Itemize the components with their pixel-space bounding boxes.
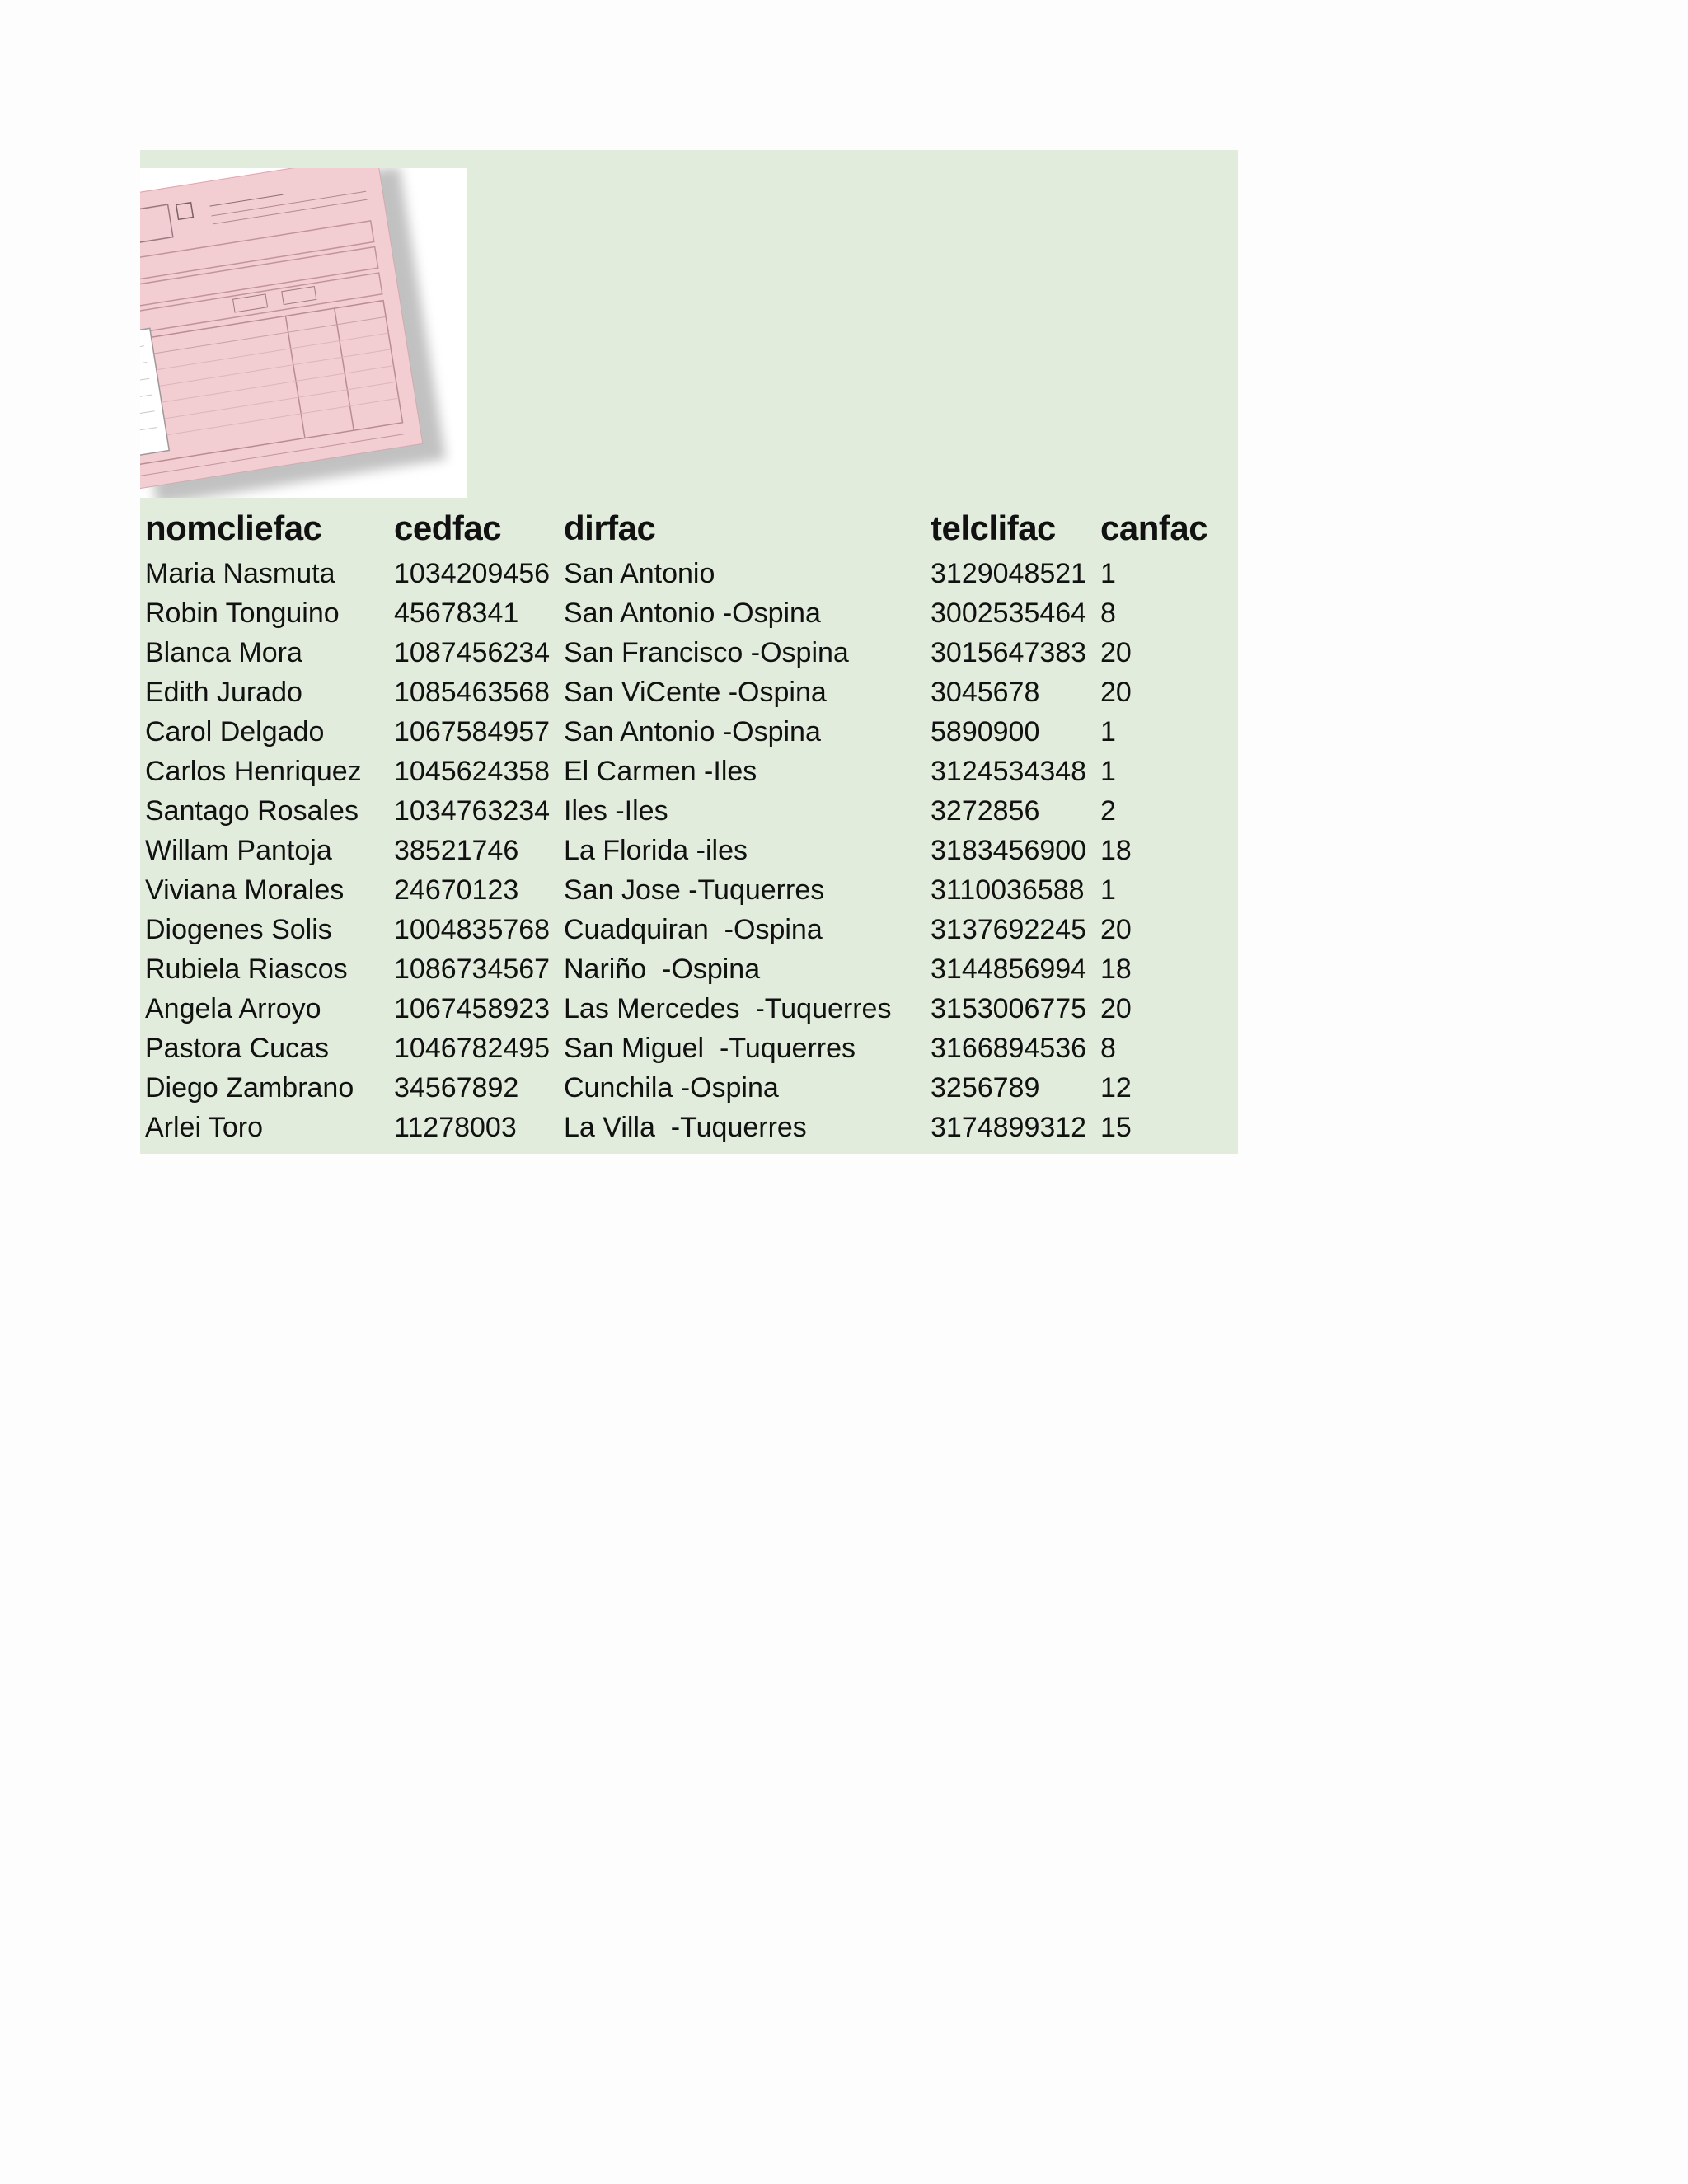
cell-nomcliefac: Carlos Henriquez [145,755,362,787]
table-body [145,554,1232,1147]
table-row [145,949,1232,989]
table-row [145,791,1232,831]
header-dirfac: dirfac [564,509,656,547]
cell-canfac: 20 [1100,636,1132,668]
cell-nomcliefac: Willam Pantoja [145,834,332,866]
cell-canfac: 1 [1100,557,1116,589]
cell-nomcliefac: Diego Zambrano [145,1071,354,1104]
cell-nomcliefac: Edith Jurado [145,676,302,708]
cell-nomcliefac: Carol Delgado [145,715,325,748]
cell-cedfac: 1034209456 [394,557,551,589]
cell-telclifac: 3110036588 [931,874,1085,906]
table-row [145,752,1232,791]
cell-telclifac: 3153006775 [931,992,1087,1024]
cell-dirfac: El Carmen -Iles [564,755,757,787]
cell-dirfac: San Antonio [564,557,715,589]
table-row [145,554,1232,593]
table-row [145,870,1232,910]
header-telclifac: telclifac [931,509,1056,547]
cell-cedfac: 1086734567 [394,953,551,985]
header-cedfac: cedfac [394,509,502,547]
cell-dirfac: Iles -Iles [564,794,668,827]
cell-cedfac: 1046782495 [394,1032,551,1064]
cell-canfac: 18 [1100,834,1132,866]
cell-canfac: 20 [1100,992,1132,1024]
cell-dirfac: Cuadquiran -Ospina [564,913,823,945]
cell-cedfac: 34567892 [394,1071,519,1104]
cell-dirfac: Las Mercedes -Tuquerres [564,992,892,1024]
cell-canfac: 8 [1100,597,1116,629]
cell-nomcliefac: Arlei Toro [145,1111,263,1143]
table-row [145,1108,1232,1147]
cell-telclifac: 3144856994 [931,953,1087,985]
cell-canfac: 2 [1100,794,1116,827]
table-row [145,633,1232,673]
cell-telclifac: 3166894536 [931,1032,1087,1064]
cell-dirfac: La Villa -Tuquerres [564,1111,807,1143]
cell-telclifac: 3137692245 [931,913,1087,945]
cell-canfac: 20 [1100,676,1132,708]
cell-nomcliefac: Robin Tonguino [145,597,340,629]
cell-telclifac: 3183456900 [931,834,1087,866]
cell-dirfac: San Antonio -Ospina [564,715,821,748]
cell-canfac: 12 [1100,1071,1132,1104]
cell-cedfac: 1067458923 [394,992,551,1024]
spreadsheet-area [140,150,1238,1154]
cell-cedfac: 1004835768 [394,913,551,945]
cell-nomcliefac: Blanca Mora [145,636,302,668]
table-row [145,1068,1232,1108]
cell-canfac: 1 [1100,715,1116,748]
cell-nomcliefac: Diogenes Solis [145,913,332,945]
invoice-image [140,168,467,498]
cell-dirfac: San Miguel -Tuquerres [564,1032,856,1064]
cell-nomcliefac: Maria Nasmuta [145,557,335,589]
cell-cedfac: 45678341 [394,597,519,629]
cell-cedfac: 11278003 [394,1111,517,1143]
cell-telclifac: 5890900 [931,715,1040,748]
cell-nomcliefac: Santago Rosales [145,794,359,827]
cell-canfac: 8 [1100,1032,1116,1064]
cell-telclifac: 3124534348 [931,755,1087,787]
cell-cedfac: 1067584957 [394,715,551,748]
table-row [145,831,1232,870]
cell-cedfac: 1085463568 [394,676,551,708]
cell-telclifac: 3015647383 [931,636,1087,668]
cell-nomcliefac: Rubiela Riascos [145,953,348,985]
cell-dirfac: San Antonio -Ospina [564,597,821,629]
cell-telclifac: 3174899312 [931,1111,1087,1143]
header-canfac: canfac [1100,509,1208,547]
cell-dirfac: San Jose -Tuquerres [564,874,825,906]
cell-canfac: 20 [1100,913,1132,945]
cell-canfac: 18 [1100,953,1132,985]
cell-cedfac: 1034763234 [394,794,551,827]
cell-dirfac: Nariño -Ospina [564,953,761,985]
cell-dirfac: San Francisco -Ospina [564,636,849,668]
cell-canfac: 1 [1100,755,1116,787]
cell-cedfac: 24670123 [394,874,519,906]
table-row [145,910,1232,949]
header-nomcliefac: nomcliefac [145,509,322,547]
table-row [145,1029,1232,1068]
header-row [145,503,1232,554]
cell-cedfac: 38521746 [394,834,519,866]
cell-canfac: 15 [1100,1111,1132,1143]
cell-telclifac: 3129048521 [931,557,1087,589]
cell-telclifac: 3256789 [931,1071,1040,1104]
cell-telclifac: 3045678 [931,676,1040,708]
cell-cedfac: 1045624358 [394,755,551,787]
table-row [145,673,1232,712]
table-row [145,593,1232,633]
cell-canfac: 1 [1100,874,1116,906]
cell-nomcliefac: Viviana Morales [145,874,345,906]
cell-nomcliefac: Angela Arroyo [145,992,321,1024]
table-row [145,712,1232,752]
table-row [145,989,1232,1029]
cell-telclifac: 3002535464 [931,597,1087,629]
cell-cedfac: 1087456234 [394,636,551,668]
cell-dirfac: San ViCente -Ospina [564,676,827,708]
cell-dirfac: Cunchila -Ospina [564,1071,779,1104]
cell-dirfac: La Florida -iles [564,834,748,866]
cell-telclifac: 3272856 [931,794,1040,827]
clients-table [145,503,1232,1147]
cell-nomcliefac: Pastora Cucas [145,1032,329,1064]
